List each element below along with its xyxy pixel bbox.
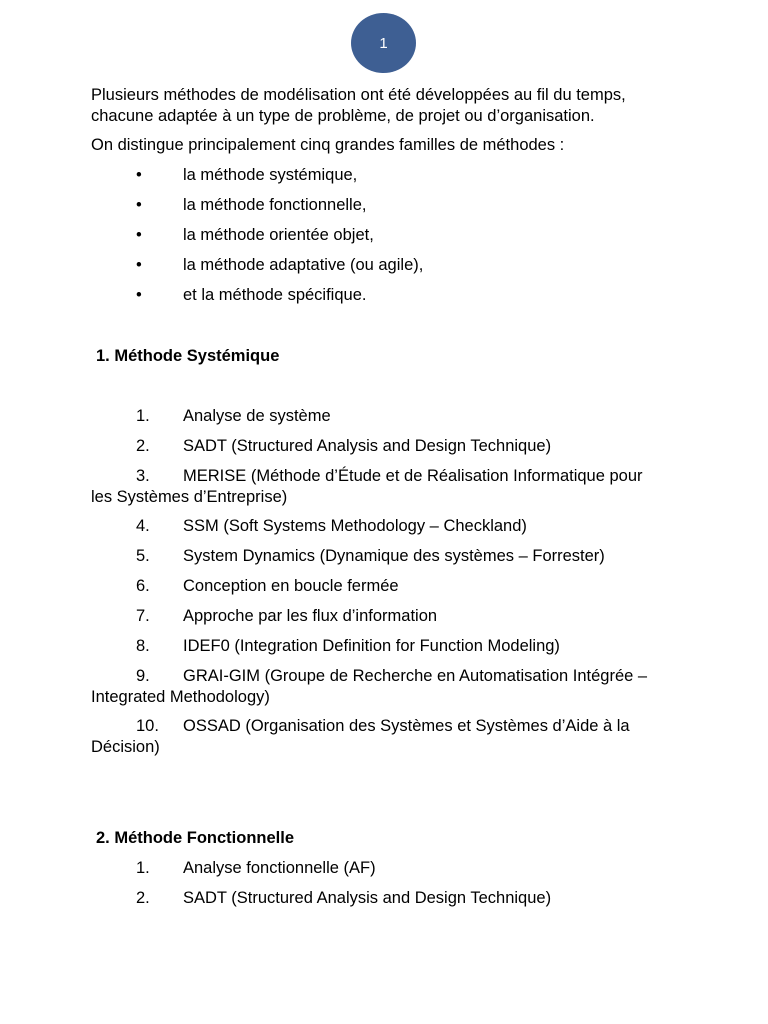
item-text-continuation: Integrated Methodology) xyxy=(91,688,270,706)
item-number: 5. xyxy=(136,547,150,565)
bullet-icon: • xyxy=(136,286,142,304)
item-number: 2. xyxy=(136,889,150,907)
item-text: Analyse de système xyxy=(183,407,331,425)
bullet-icon: • xyxy=(136,256,142,274)
item-text-continuation: Décision) xyxy=(91,738,160,756)
family-label: la méthode orientée objet, xyxy=(183,226,374,244)
item-text: OSSAD (Organisation des Systèmes et Systèmes d’Aide à la xyxy=(183,717,630,735)
item-number: 8. xyxy=(136,637,150,655)
item-number: 1. xyxy=(136,859,150,877)
section-1-heading: 1. Méthode Systémique xyxy=(96,347,280,365)
item-text: IDEF0 (Integration Definition for Function Modeling) xyxy=(183,637,560,655)
item-text: GRAI-GIM (Groupe de Recherche en Automatisation Intégrée – xyxy=(183,667,648,685)
bullet-icon: • xyxy=(136,226,142,244)
family-label: la méthode adaptative (ou agile), xyxy=(183,256,424,274)
family-label: et la méthode spécifique. xyxy=(183,286,367,304)
list-item xyxy=(91,255,691,276)
bullet-icon: • xyxy=(136,196,142,214)
page-number-badge: 1 xyxy=(351,13,416,73)
item-number: 1. xyxy=(136,407,150,425)
item-number: 3. xyxy=(136,467,150,485)
intro-line-2: chacune adaptée à un type de problème, de projet ou d’organisation. xyxy=(91,107,595,125)
list-item xyxy=(91,165,691,186)
item-text-continuation: les Systèmes d’Entreprise) xyxy=(91,488,288,506)
list-item xyxy=(91,225,691,246)
family-label: la méthode fonctionnelle, xyxy=(183,196,367,214)
item-number: 9. xyxy=(136,667,150,685)
item-text: SADT (Structured Analysis and Design Technique) xyxy=(183,437,552,455)
section-2-heading: 2. Méthode Fonctionnelle xyxy=(96,829,295,847)
item-number: 10. xyxy=(136,717,159,735)
item-text: SADT (Structured Analysis and Design Technique) xyxy=(183,889,552,907)
item-text: SSM (Soft Systems Methodology – Checkland) xyxy=(183,517,527,535)
item-number: 2. xyxy=(136,437,150,455)
item-text: Analyse fonctionnelle (AF) xyxy=(183,859,376,877)
item-text: MERISE (Méthode d’Étude et de Réalisation Informatique pour xyxy=(183,467,643,485)
list-item xyxy=(91,195,691,216)
item-text: System Dynamics (Dynamique des systèmes – Forrester) xyxy=(183,547,605,565)
item-text: Conception en boucle fermée xyxy=(183,577,399,595)
item-number: 6. xyxy=(136,577,150,595)
list-item xyxy=(91,285,691,306)
intro-line-1: Plusieurs méthodes de modélisation ont été développées au fil du temps, xyxy=(91,86,626,104)
item-text: Approche par les flux d’information xyxy=(183,607,438,625)
item-number: 7. xyxy=(136,607,150,625)
item-number: 4. xyxy=(136,517,150,535)
bullet-icon: • xyxy=(136,166,142,184)
intro-line-3: On distingue principalement cinq grandes familles de méthodes : xyxy=(91,136,565,154)
family-label: la méthode systémique, xyxy=(183,166,358,184)
